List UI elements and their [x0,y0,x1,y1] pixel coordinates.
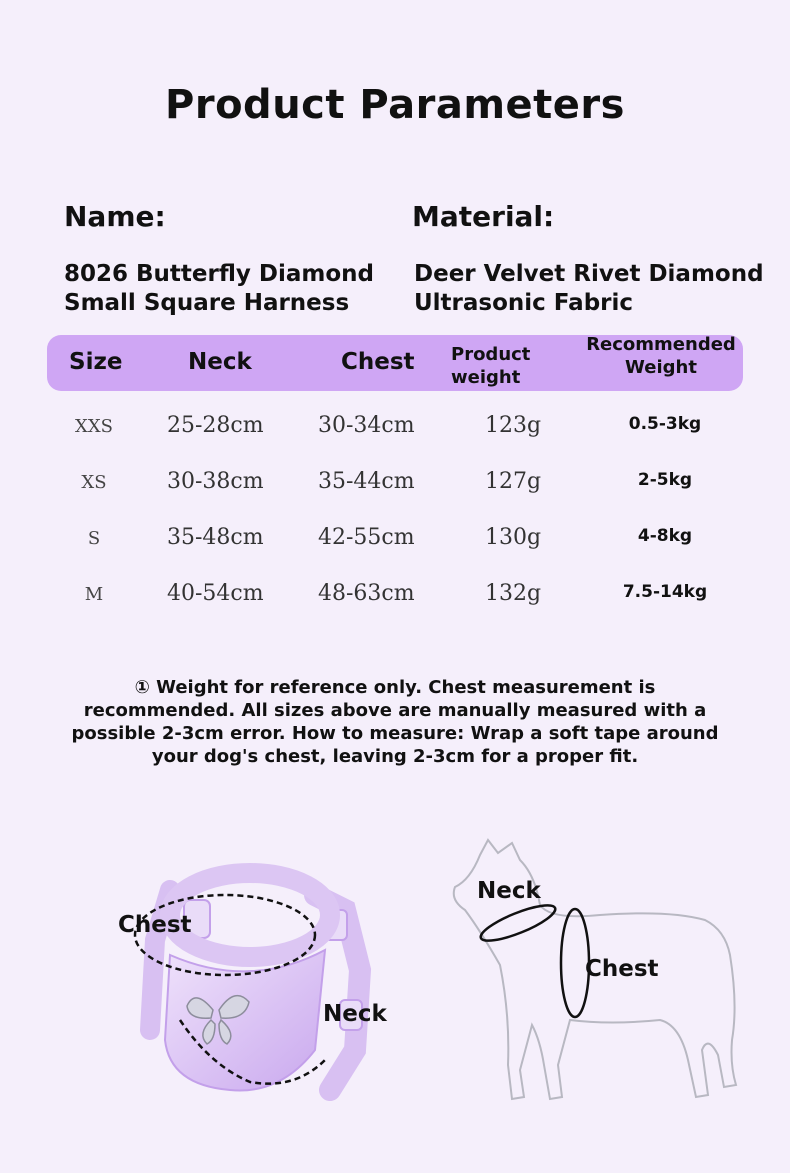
header-chest: Chest [341,349,415,375]
header-recommended-weight [581,333,741,379]
cell-weight: 123g [485,413,542,438]
header-size: Size [69,349,123,375]
cell-neck: 30-38cm [167,469,264,494]
cell-weight: 132g [485,581,542,606]
table-header [47,335,743,391]
harness-neck-label: Neck [323,1001,387,1027]
name-value [64,260,374,318]
cell-weight: 130g [485,525,542,550]
dog-chest-label: Chest [585,956,659,982]
name-label: Name: [64,200,166,233]
cell-recommended: 4-8kg [637,526,693,546]
cell-chest: 48-63cm [318,581,415,606]
cell-recommended: 7.5-14kg [622,582,708,602]
cell-size: XS [81,472,107,493]
measurement-note: ① Weight for reference only. Chest measurement is recommended. All sizes above are manually measured with a possible 2-3cm error. How to measure: Wrap a soft tape around your dog's chest, leaving 2-3cm for a proper fit. [71,677,719,767]
harness-chest-label: Chest [118,912,192,938]
header-product-weight-line2: weight [451,367,521,388]
cell-chest: 35-44cm [318,469,415,494]
cell-chest: 42-55cm [318,525,415,550]
material-label: Material: [412,200,555,233]
header-product-weight [451,343,530,389]
material-value-line1: Deer Velvet Rivet Diamond [414,261,764,287]
cell-neck: 25-28cm [167,413,264,438]
cell-recommended: 2-5kg [637,470,693,490]
material-value-line2: Ultrasonic Fabric [414,290,634,316]
cell-neck: 35-48cm [167,525,264,550]
cell-size: M [84,584,104,605]
cell-weight: 127g [485,469,542,494]
name-value-line1: 8026 Butterfly Diamond [64,261,375,287]
dog-neck-label: Neck [477,878,541,904]
page-title: Product Parameters [165,82,625,128]
material-value [414,260,764,318]
cell-chest: 30-34cm [318,413,415,438]
cell-size: XXS [75,416,113,437]
cell-neck: 40-54cm [167,581,264,606]
cell-size: S [87,528,101,549]
header-recommended-weight-line1: Recommended [586,334,736,355]
header-product-weight-line1: Product [451,344,531,365]
header-neck: Neck [188,349,252,375]
name-value-line2: Small Square Harness [64,290,350,316]
harness-image [100,850,400,1120]
cell-recommended: 0.5-3kg [628,414,702,434]
header-recommended-weight-line2: Weight [625,357,697,378]
